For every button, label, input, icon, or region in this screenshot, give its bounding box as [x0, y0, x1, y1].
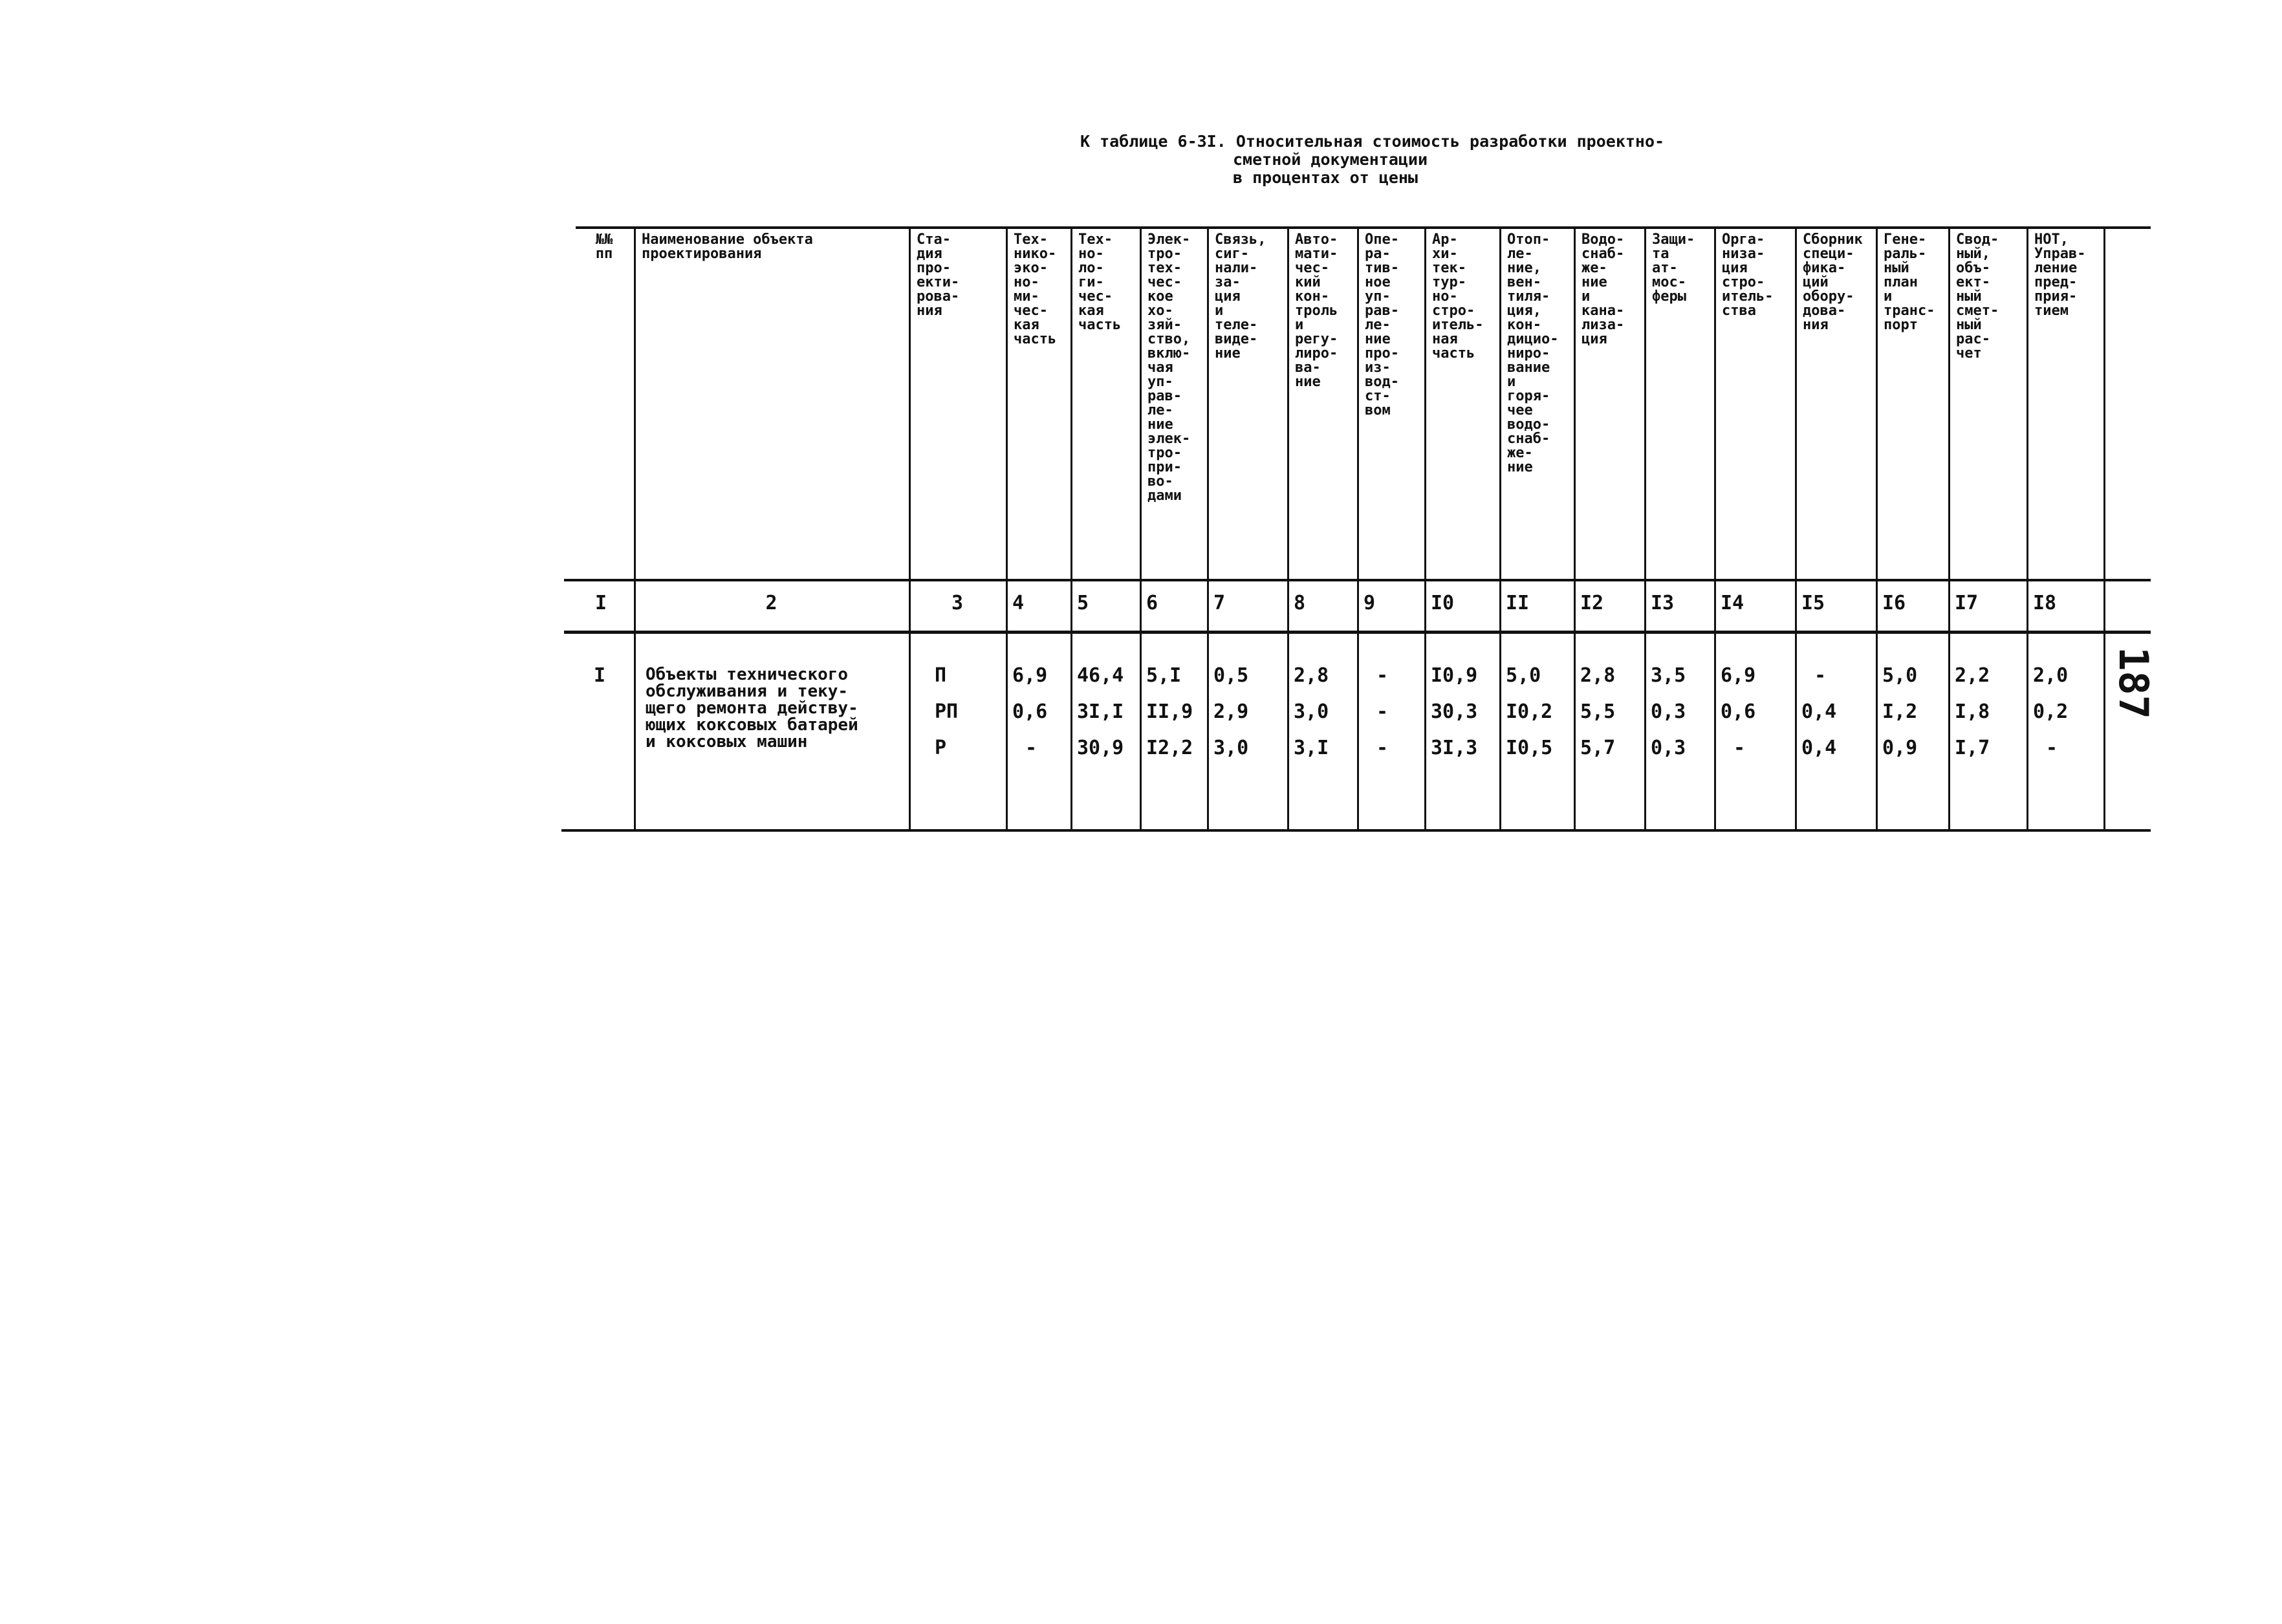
column-divider [1207, 226, 1209, 829]
value-cell: 30,3 [1431, 700, 1478, 723]
column-divider [1006, 226, 1008, 829]
column-divider [1948, 226, 1950, 829]
page-number: 187 [2110, 647, 2157, 719]
table-caption [1080, 133, 1664, 187]
value-cell: - [1376, 664, 1389, 687]
column-number: 4 [1012, 592, 1025, 614]
value-cell: 0,6 [1012, 700, 1048, 723]
column-header: Тех- но- ло- ги- чес- кая часть [1078, 233, 1122, 333]
column-divider [2103, 226, 2105, 829]
value-cell: 30,9 [1077, 737, 1124, 759]
column-header: Связь, сиг- нали- за- ция и теле- виде- ние [1215, 233, 1266, 362]
column-header: №№ пп [595, 233, 613, 262]
column-divider [2027, 226, 2028, 829]
value-cell: - [1814, 664, 1827, 687]
value-cell: 5,5 [1580, 700, 1616, 723]
column-header: Авто- мати- чес- кий кон- троль и регу- лиро- ва- ние [1295, 233, 1338, 390]
column-number: I8 [2033, 592, 2057, 614]
value-cell: - [1025, 737, 1038, 759]
column-number: 2 [765, 592, 777, 614]
column-number: I0 [1431, 592, 1455, 614]
value-cell: I2,2 [1146, 737, 1193, 759]
column-number: I4 [1721, 592, 1744, 614]
value-cell: - [1376, 737, 1389, 759]
column-divider [1287, 226, 1289, 829]
value-cell: 2,8 [1294, 664, 1329, 687]
value-cell: 2,8 [1580, 664, 1616, 687]
stage-cell: Р [935, 737, 947, 759]
value-cell: I0,5 [1506, 737, 1553, 759]
value-cell: 46,4 [1077, 664, 1124, 687]
column-header: Ар- хи- тек- тур- но- стро- итель- ная часть [1432, 233, 1484, 362]
value-cell: 0,3 [1651, 737, 1686, 759]
column-divider [1424, 226, 1426, 829]
value-cell: 5,0 [1882, 664, 1918, 687]
column-divider [1574, 226, 1576, 829]
column-header: Водо- снаб- же- ние и кана- лиза- ция [1581, 233, 1625, 347]
value-cell: 3,I [1294, 737, 1329, 759]
value-cell: 5,0 [1506, 664, 1541, 687]
rule-bottom [561, 829, 2151, 832]
value-cell: - [1376, 700, 1389, 723]
value-cell: 0,4 [1801, 737, 1837, 759]
value-cell: - [1733, 737, 1746, 759]
column-divider [1140, 226, 1142, 829]
column-header: Ста- дия про- екти- рова- ния [917, 233, 960, 319]
column-number: II [1506, 592, 1530, 614]
caption-line-3: в процентах от цены [1233, 168, 1418, 187]
value-cell: 0,9 [1882, 737, 1918, 759]
object-name: Объекты технического обслуживания и теку- щего ремонта действу- ющих коксовых батарей и коксовых машин [646, 665, 858, 752]
value-cell: 0,5 [1213, 664, 1249, 687]
column-divider [634, 226, 636, 829]
column-header: Защи- та ат- мос- феры [1652, 233, 1695, 305]
value-cell: 5,I [1146, 664, 1182, 687]
value-cell: I0,9 [1431, 664, 1478, 687]
caption-line-2: сметной документации [1233, 150, 1428, 169]
column-header: Сборник специ- фика- ций обору- дова- ния [1803, 233, 1863, 333]
column-divider [1714, 226, 1716, 829]
value-cell: II,9 [1146, 700, 1193, 723]
value-cell: 0,6 [1721, 700, 1756, 723]
value-cell: 2,2 [1955, 664, 1990, 687]
value-cell: 0,4 [1801, 700, 1837, 723]
column-divider [1357, 226, 1359, 829]
column-divider [1876, 226, 1878, 829]
value-cell: 2,0 [2033, 664, 2069, 687]
column-number: 3 [951, 592, 964, 614]
column-number: I2 [1580, 592, 1604, 614]
value-cell: 6,9 [1721, 664, 1756, 687]
column-header: Гене- раль- ный план и транс- порт [1884, 233, 1935, 333]
column-number: 7 [1213, 592, 1226, 614]
column-header: Отоп- ле- ние, вен- тиля- ция, кон- дицио- ниро- вание и горя- чее водо- снаб- же- ние [1507, 233, 1559, 475]
column-number: I5 [1801, 592, 1825, 614]
column-divider [1499, 226, 1501, 829]
value-cell: I,8 [1955, 700, 1990, 723]
column-divider [909, 226, 911, 829]
stage-cell: РП [935, 700, 959, 723]
value-cell: I,7 [1955, 737, 1990, 759]
column-header: Наименование объекта проектирования [642, 233, 813, 262]
value-cell: I0,2 [1506, 700, 1553, 723]
value-cell: 0,3 [1651, 700, 1686, 723]
column-number: I3 [1651, 592, 1675, 614]
value-cell: 3I,I [1077, 700, 1124, 723]
column-number: 6 [1146, 592, 1158, 614]
column-divider [1070, 226, 1072, 829]
column-number: 8 [1294, 592, 1306, 614]
column-number: I6 [1882, 592, 1906, 614]
column-number: 5 [1077, 592, 1089, 614]
row-number: I [594, 664, 606, 687]
column-header: Свод- ный, объ- ект- ный смет- ный рас- чет [1956, 233, 1999, 362]
column-number: I [594, 592, 607, 614]
column-number: I7 [1955, 592, 1979, 614]
column-divider [1644, 226, 1646, 829]
value-cell: - [2046, 737, 2058, 759]
column-header: Тех- нико- эко- но- ми- чес- кая часть [1014, 233, 1057, 347]
column-header: Опе- ра- тив- ное уп- рав- ле- ние про- из- вод- ст- вом [1365, 233, 1399, 418]
value-cell: 3I,3 [1431, 737, 1478, 759]
value-cell: I,2 [1882, 700, 1918, 723]
column-divider [1795, 226, 1797, 829]
rule-top [576, 226, 2151, 229]
column-header: Элек- тро- тех- чес- кое хо- зяй- ство, вклю- чая уп- рав- ле- ние элек- тро- при- во- дами [1147, 233, 1191, 504]
column-header: Орга- низа- ция стро- итель- ства [1722, 233, 1774, 319]
value-cell: 3,5 [1651, 664, 1686, 687]
value-cell: 5,7 [1580, 737, 1616, 759]
value-cell: 6,9 [1012, 664, 1048, 687]
value-cell: 0,2 [2033, 700, 2069, 723]
value-cell: 3,0 [1294, 700, 1329, 723]
column-header: НОТ, Управ- ление пред- прия- тием [2034, 233, 2086, 319]
value-cell: 3,0 [1213, 737, 1249, 759]
caption-line-1: К таблице 6-3I. Относительная стоимость разработки проектно- [1080, 132, 1665, 151]
stage-cell: П [935, 664, 947, 687]
column-number: 9 [1364, 592, 1376, 614]
value-cell: 2,9 [1213, 700, 1249, 723]
